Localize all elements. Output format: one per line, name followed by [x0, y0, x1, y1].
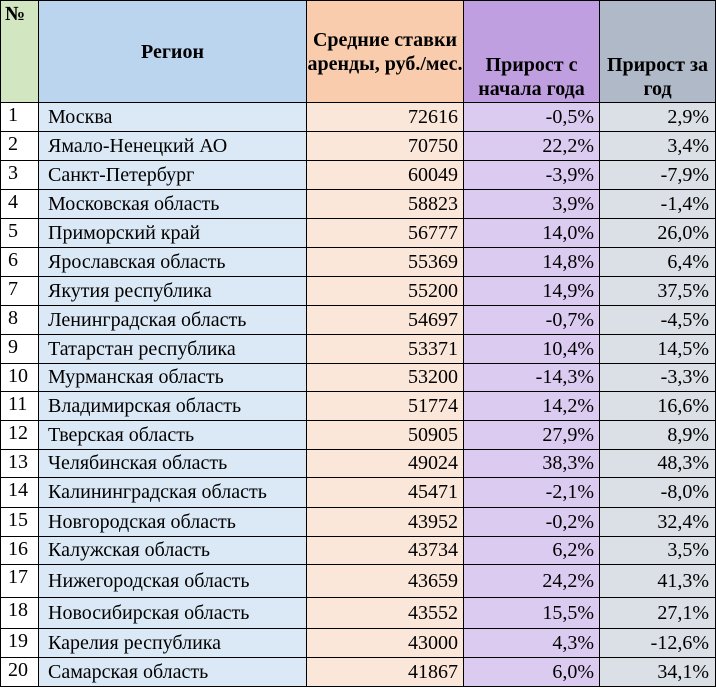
region-name: Приморский край	[39, 219, 307, 248]
row-number: 10	[1, 364, 39, 392]
growth-ytd: 38,3%	[464, 450, 600, 478]
table-row	[1, 598, 716, 629]
row-number: 6	[1, 248, 39, 277]
growth-yoy: 34,1%	[600, 658, 716, 687]
growth-ytd: 22,2%	[464, 132, 600, 161]
row-number: 5	[1, 219, 39, 248]
average-rate: 43952	[307, 508, 464, 537]
header-region: Регион	[39, 1, 307, 103]
average-rate: 41867	[307, 658, 464, 687]
row-number: 19	[1, 629, 39, 658]
average-rate: 58823	[307, 190, 464, 219]
row-number: 7	[1, 277, 39, 306]
growth-yoy: -8,0%	[600, 478, 716, 508]
row-number: 3	[1, 161, 39, 190]
average-rate: 43734	[307, 537, 464, 565]
table-row	[1, 132, 716, 161]
table-row	[1, 219, 716, 248]
table-row	[1, 103, 716, 132]
average-rate: 53371	[307, 335, 464, 364]
growth-yoy: 3,5%	[600, 537, 716, 565]
header-average-rate: Средние ставки аренды, руб./мес.	[307, 1, 464, 103]
region-name: Самарская область	[39, 658, 307, 687]
growth-yoy: 3,4%	[600, 132, 716, 161]
row-number: 18	[1, 598, 39, 629]
table-row	[1, 537, 716, 565]
region-name: Нижегородская область	[39, 565, 307, 598]
table-row	[1, 392, 716, 421]
average-rate: 43000	[307, 629, 464, 658]
region-name: Санкт-Петербург	[39, 161, 307, 190]
row-number: 2	[1, 132, 39, 161]
growth-ytd: -14,3%	[464, 364, 600, 392]
table-row	[1, 190, 716, 219]
row-number: 16	[1, 537, 39, 565]
table-row	[1, 364, 716, 392]
growth-yoy: 6,4%	[600, 248, 716, 277]
table-row	[1, 335, 716, 364]
growth-ytd: 6,0%	[464, 658, 600, 687]
growth-ytd: 3,9%	[464, 190, 600, 219]
header-growth-yoy: Прирост за год	[600, 1, 716, 103]
average-rate: 43552	[307, 598, 464, 629]
region-name: Якутия республика	[39, 277, 307, 306]
region-name: Москва	[39, 103, 307, 132]
row-number: 8	[1, 306, 39, 335]
growth-ytd: -0,7%	[464, 306, 600, 335]
table-row	[1, 508, 716, 537]
table-row	[1, 277, 716, 306]
growth-ytd: 4,3%	[464, 629, 600, 658]
growth-yoy: 2,9%	[600, 103, 716, 132]
growth-ytd: -0,2%	[464, 508, 600, 537]
header-row	[1, 1, 716, 103]
growth-yoy: 14,5%	[600, 335, 716, 364]
region-name: Тверская область	[39, 421, 307, 450]
table-row	[1, 450, 716, 478]
growth-yoy: -12,6%	[600, 629, 716, 658]
region-name: Новосибирская область	[39, 598, 307, 629]
header-growth-ytd: Прирост с начала года	[464, 1, 600, 103]
row-number: 13	[1, 450, 39, 478]
row-number: 15	[1, 508, 39, 537]
row-number: 17	[1, 565, 39, 598]
row-number: 12	[1, 421, 39, 450]
average-rate: 56777	[307, 219, 464, 248]
growth-yoy: 27,1%	[600, 598, 716, 629]
region-name: Мурманская область	[39, 364, 307, 392]
growth-ytd: 14,8%	[464, 248, 600, 277]
growth-ytd: 27,9%	[464, 421, 600, 450]
table-row	[1, 248, 716, 277]
growth-yoy: -7,9%	[600, 161, 716, 190]
row-number: 11	[1, 392, 39, 421]
row-number: 9	[1, 335, 39, 364]
growth-ytd: 15,5%	[464, 598, 600, 629]
region-name: Ярославская область	[39, 248, 307, 277]
region-name: Калининградская область	[39, 478, 307, 508]
growth-yoy: -1,4%	[600, 190, 716, 219]
table-row	[1, 306, 716, 335]
region-name: Ямало-Ненецкий АО	[39, 132, 307, 161]
row-number: 14	[1, 478, 39, 508]
region-name: Карелия республика	[39, 629, 307, 658]
growth-ytd: -3,9%	[464, 161, 600, 190]
growth-ytd: 10,4%	[464, 335, 600, 364]
growth-yoy: 16,6%	[600, 392, 716, 421]
region-name: Ленинградская область	[39, 306, 307, 335]
region-name: Татарстан республика	[39, 335, 307, 364]
row-number: 4	[1, 190, 39, 219]
average-rate: 60049	[307, 161, 464, 190]
table-row	[1, 421, 716, 450]
growth-yoy: 8,9%	[600, 421, 716, 450]
growth-yoy: 32,4%	[600, 508, 716, 537]
average-rate: 55200	[307, 277, 464, 306]
growth-yoy: 41,3%	[600, 565, 716, 598]
region-name: Челябинская область	[39, 450, 307, 478]
table-row	[1, 161, 716, 190]
region-name: Новгородская область	[39, 508, 307, 537]
row-number: 20	[1, 658, 39, 687]
region-name: Владимирская область	[39, 392, 307, 421]
average-rate: 50905	[307, 421, 464, 450]
average-rate: 45471	[307, 478, 464, 508]
growth-ytd: 6,2%	[464, 537, 600, 565]
region-name: Калужская область	[39, 537, 307, 565]
table-body	[1, 103, 716, 687]
average-rate: 49024	[307, 450, 464, 478]
growth-ytd: 14,9%	[464, 277, 600, 306]
growth-yoy: 48,3%	[600, 450, 716, 478]
growth-yoy: -3,3%	[600, 364, 716, 392]
growth-yoy: 37,5%	[600, 277, 716, 306]
average-rate: 53200	[307, 364, 464, 392]
average-rate: 51774	[307, 392, 464, 421]
table-row	[1, 629, 716, 658]
growth-ytd: -0,5%	[464, 103, 600, 132]
growth-ytd: -2,1%	[464, 478, 600, 508]
table-row	[1, 478, 716, 508]
row-number: 1	[1, 103, 39, 132]
average-rate: 54697	[307, 306, 464, 335]
growth-ytd: 14,2%	[464, 392, 600, 421]
table-row	[1, 658, 716, 687]
growth-ytd: 14,0%	[464, 219, 600, 248]
average-rate: 70750	[307, 132, 464, 161]
average-rate: 72616	[307, 103, 464, 132]
header-number: №	[1, 1, 39, 103]
growth-yoy: -4,5%	[600, 306, 716, 335]
table-row	[1, 565, 716, 598]
region-name: Московская область	[39, 190, 307, 219]
growth-yoy: 26,0%	[600, 219, 716, 248]
growth-ytd: 24,2%	[464, 565, 600, 598]
average-rate: 43659	[307, 565, 464, 598]
average-rate: 55369	[307, 248, 464, 277]
